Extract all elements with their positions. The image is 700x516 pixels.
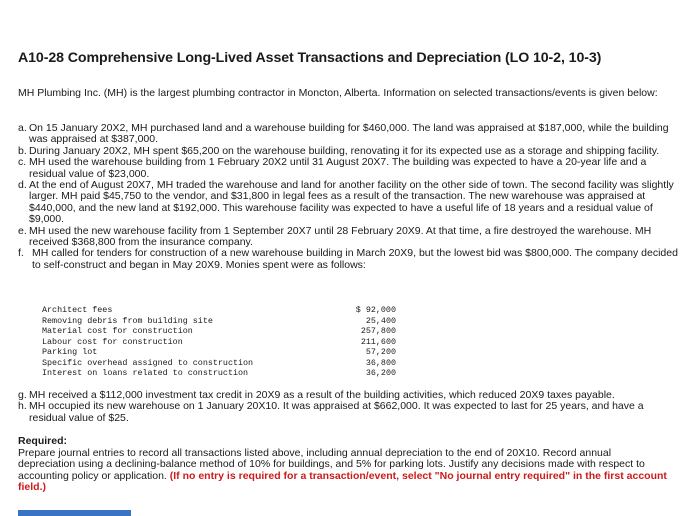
item-label: a.: [18, 122, 27, 134]
item-text: At the end of August 20X7, MH traded the warehouse and land for another facility on the other side of town. The second facility was slightly larger. MH paid $45,750 to the vendor, and $31,800 in legal fees as a result of the transaction. The new warehouse was appraised at $440,000, and the new land at $192,000. This warehouse facility was expected to have a useful life of 18 years and a residual value of $9,000.: [29, 179, 674, 226]
required-section: [18, 436, 668, 494]
table-row: [42, 326, 396, 337]
cost-table: [42, 305, 396, 379]
item-text: MH used the warehouse building from 1 February 20X2 until 31 August 20X7. The building was expected to have a 20-year life and a residual value of $23,000.: [29, 156, 647, 180]
cost-amount: 36,200: [365, 368, 396, 378]
required-text: Prepare journal entries to record all transactions listed above, including annual depreciation to the end of 20X10. Record annual depreciation using a declining-balance method of 10% for buildings, and 5% for parking lots. Justify any decisions made with respect to accounting policy or application.: [18, 446, 645, 482]
item-label: h.: [18, 400, 27, 413]
item-text: MH occupied its new warehouse on 1 January 20X10. It was appraised at $662,000. It was expected to last for 25 years, and have a residual value of $25.: [29, 400, 644, 424]
item-text: During January 20X2, MH spent $65,200 on the warehouse building, renovating it for its expected use as a storage and shipping facility.: [29, 144, 660, 157]
cost-item: Parking lot: [42, 347, 98, 357]
table-row: [42, 368, 396, 379]
item-text: MH called for tenders for construction of a new warehouse building in March 20X9, but the lowest bid was $800,000. The company decided to self-construct and began in May 20X9. Monies spent were as follows:: [32, 247, 678, 271]
next-section-bar: [18, 510, 131, 516]
cost-item: Material cost for construction: [42, 326, 193, 336]
item-text: MH used the new warehouse facility from 1 September 20X7 until 28 February 20X9. At that time, a fire destroyed the warehouse. MH received $368,800 from the insurance company.: [29, 224, 652, 249]
item-text: MH received a $112,000 investment tax credit in 20X9 as a result of the building activities, which reduced 20X9 taxes payable.: [29, 389, 615, 401]
transaction-list: [18, 123, 680, 271]
cost-amount: 57,200: [365, 347, 396, 357]
table-row: [42, 337, 396, 348]
cost-amount: 211,600: [360, 336, 396, 347]
problem-title: A10-28 Comprehensive Long-Lived Asset Transactions and Depreciation (LO 10-2, 10-3): [18, 50, 602, 66]
table-row: [42, 347, 396, 358]
transaction-a: [18, 123, 680, 146]
table-row: [42, 305, 396, 316]
transaction-c: [18, 157, 680, 180]
cost-amount: 25,400: [365, 315, 396, 326]
transaction-h: [18, 401, 680, 424]
item-label: c.: [18, 156, 27, 169]
cost-amount: 36,800: [365, 357, 396, 368]
item-label: d.: [18, 179, 27, 192]
cost-item: Architect fees: [42, 305, 113, 315]
item-label: f.: [18, 247, 24, 260]
intro-paragraph: MH Plumbing Inc. (MH) is the largest plumbing contractor in Moncton, Alberta. Information on selected transactions/events is given below:: [18, 87, 658, 99]
cost-amount: $ 92,000: [355, 305, 396, 315]
transaction-f: [18, 248, 680, 271]
cost-item: Removing debris from building site: [42, 315, 213, 326]
transaction-d: [18, 180, 680, 226]
table-row: [42, 316, 396, 327]
item-text: On 15 January 20X2, MH purchased land and a warehouse building for $460,000. The land was appraised at $187,000, while the building was appraised at $387,000.: [29, 122, 669, 146]
item-label: e.: [18, 224, 27, 237]
transaction-e: [18, 226, 680, 249]
required-note: (If no entry is required for a transaction/event, select "No journal entry required" in the first account field.): [18, 469, 667, 494]
required-heading: Required:: [18, 435, 68, 447]
cost-item: Specific overhead assigned to construction: [42, 357, 254, 368]
cost-item: Interest on loans related to construction: [42, 368, 249, 378]
item-label: b.: [18, 144, 27, 157]
cost-amount: 257,800: [360, 326, 396, 336]
item-label: g.: [18, 389, 27, 401]
table-row: [42, 358, 396, 369]
later-transaction-list: [18, 390, 680, 424]
cost-item: Labour cost for construction: [42, 336, 183, 347]
